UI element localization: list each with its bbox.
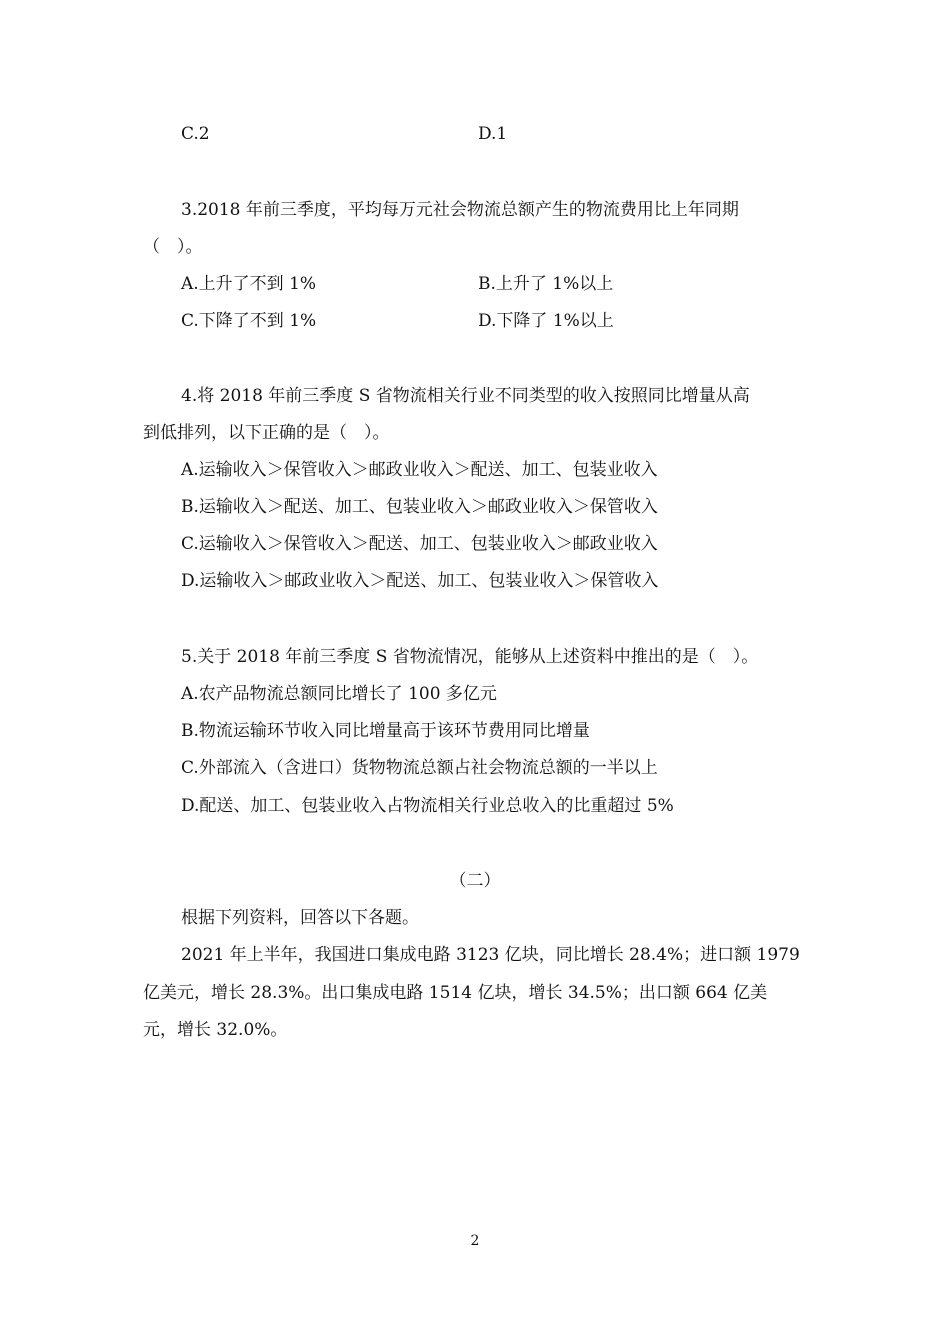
q3-stem-line1: 3.2018 年前三季度，平均每万元社会物流总额产生的物流费用比上年同期 bbox=[181, 200, 739, 220]
q4-option-b: B.运输收入＞配送、加工、包装业收入＞邮政业收入＞保管收入 bbox=[181, 497, 658, 517]
q3-option-b: B.上升了 1%以上 bbox=[478, 274, 614, 294]
q5-option-c: C.外部流入（含进口）货物物流总额占社会物流总额的一半以上 bbox=[181, 758, 658, 778]
q4-stem-line2: 到低排列，以下正确的是（ ）。 bbox=[143, 423, 390, 443]
q4-option-d: D.运输收入＞邮政业收入＞配送、加工、包装业收入＞保管收入 bbox=[181, 571, 659, 591]
q4-stem-line1: 4.将 2018 年前三季度 S 省物流相关行业不同类型的收入按照同比增量从高 bbox=[181, 386, 750, 406]
section2-paragraph-line1: 2021 年上半年，我国进口集成电路 3123 亿块，同比增长 28.4%；进口额 1979 bbox=[181, 945, 800, 965]
q4-option-c: C.运输收入＞保管收入＞配送、加工、包装业收入＞邮政业收入 bbox=[181, 534, 658, 554]
q5-option-a: A.农产品物流总额同比增长了 100 多亿元 bbox=[181, 684, 497, 704]
q5-option-d: D.配送、加工、包装业收入占物流相关行业总收入的比重超过 5% bbox=[181, 796, 674, 816]
section2-paragraph-line2: 亿美元，增长 28.3%。出口集成电路 1514 亿块，增长 34.5%；出口额 664 亿美 bbox=[143, 983, 768, 1003]
q2-option-c: C.2 bbox=[181, 124, 210, 144]
q3-option-c: C.下降了不到 1% bbox=[181, 311, 317, 331]
q5-stem: 5.关于 2018 年前三季度 S 省物流情况，能够从上述资料中推出的是（ ）。 bbox=[181, 647, 759, 667]
q3-option-d: D.下降了 1%以上 bbox=[478, 311, 614, 331]
q3-option-a: A.上升了不到 1% bbox=[181, 274, 317, 294]
q5-option-b: B.物流运输环节收入同比增量高于该环节费用同比增量 bbox=[181, 721, 590, 741]
section2-instruction: 根据下列资料，回答以下各题。 bbox=[181, 908, 419, 928]
q3-stem-line2: （ ）。 bbox=[143, 237, 203, 257]
section2-heading: （二） bbox=[449, 871, 501, 891]
section2-paragraph-line3: 元，增长 32.0%。 bbox=[143, 1020, 288, 1040]
q4-option-a: A.运输收入＞保管收入＞邮政业收入＞配送、加工、包装业收入 bbox=[181, 460, 658, 480]
page-number: 2 bbox=[470, 1233, 480, 1249]
q2-option-d: D.1 bbox=[478, 124, 508, 144]
